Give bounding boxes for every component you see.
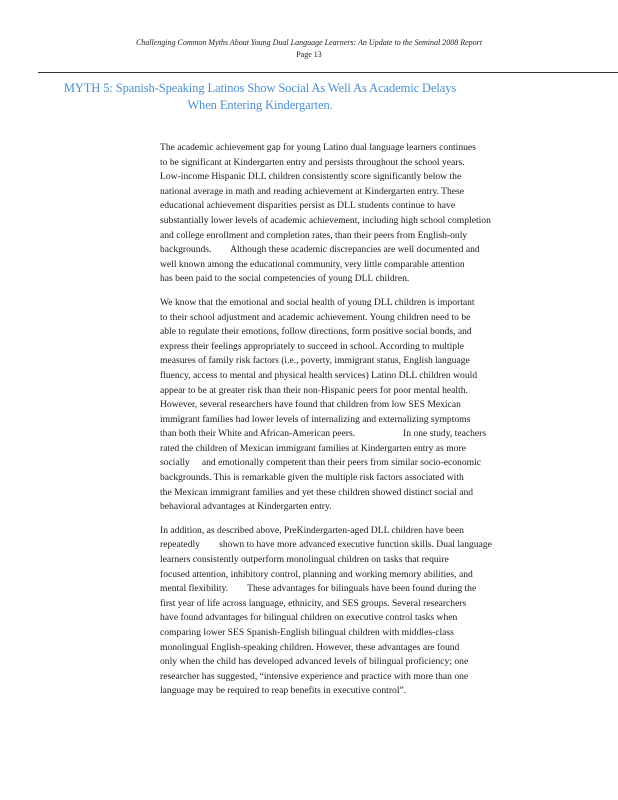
paragraph-2-line: backgrounds. This is remarkable given the multiple risk factors associated with (160, 472, 464, 484)
paragraph-2-line: to their school adjustment and academic achievement. Young children need to be (160, 311, 471, 323)
paragraph-2-line: able to regulate their emotions, follow directions, form positive social bonds, and (160, 326, 472, 338)
paragraph-1-line: well known among the educational community, very little comparable attention (160, 258, 465, 270)
paragraph-2-line: behavioral advantages at Kindergarten entry. (160, 501, 332, 513)
paragraph-2-line: measures of family risk factors (i.e., poverty, immigrant status, English language (160, 355, 470, 367)
paragraph-gap (160, 515, 510, 524)
paragraph-3-line: only when the child has developed advanced levels of bilingual proficiency; one (160, 656, 469, 668)
section-title-line-2: When Entering Kindergarten. (187, 98, 333, 112)
header-divider (38, 72, 618, 73)
paragraph-3-line: learners consistently outperform monolingual children on tasks that require (160, 554, 449, 566)
paragraph-2-line: rated the children of Mexican immigrant families at Kindergarten entry as more (160, 442, 466, 454)
paragraph-1-line: backgrounds. Although these academic discrepancies are well documented and (160, 244, 480, 256)
paragraph-2-line: than both their White and African-American peers. In one study, teachers (160, 428, 487, 440)
paragraph-3-line: language may be required to reap benefits in executive control”. (160, 685, 407, 697)
paragraph-1-line: educational achievement disparities persist as DLL students continue to have (160, 200, 456, 212)
paragraph-2-line: However, several researchers have found that children from low SES Mexican (160, 399, 461, 411)
paragraph-1-line: to be significant at Kindergarten entry and persists throughout the school years. (160, 156, 465, 168)
paragraph-2-line: express their feelings appropriately to succeed in school. According to multiple (160, 340, 464, 352)
paragraph-3-line: focused attention, inhibitory control, planning and working memory abilities, and (160, 568, 473, 580)
paragraph-3-line: comparing lower SES Spanish-English bilingual children with middles-class (160, 627, 454, 638)
paragraph-3-line: mental flexibility. These advantages for bilinguals have been found during the (160, 583, 477, 595)
paragraph-2-line: socially and emotionally competent than their peers from similar socio-economic (160, 457, 482, 469)
paragraph-2-line: fluency, access to mental and physical health services) Latino DLL children would (160, 369, 478, 381)
paragraph-3-line: researcher has suggested, “intensive experience and practice with more than one (160, 670, 469, 682)
paragraph-1-line: has been paid to the social competencies of young DLL children. (160, 273, 410, 285)
paragraph-2-line: immigrant families had lower levels of internalizing and externalizing symptoms (160, 413, 471, 425)
paragraph-3-line: repeatedly shown to have more advanced executive function skills. Dual language (160, 539, 492, 551)
body-text (160, 141, 510, 699)
paragraph-3-line: first year of life across language, ethnicity, and SES groups. Several researchers (160, 597, 467, 609)
paragraph-3-line: monolingual English-speaking children. However, these advantages are found (160, 641, 460, 653)
running-header-title: Challenging Common Myths About Young Dual Language Learners: An Update to the Seminal 2008 Report (135, 38, 483, 47)
paragraph-3-line: In addition, as described above, PreKindergarten-aged DLL children have been (160, 524, 464, 536)
paragraph-2-line: the Mexican immigrant families and yet these children showed distinct social and (160, 486, 474, 498)
page-number: Page 13 (296, 50, 322, 59)
paragraph-1-line: Low-income Hispanic DLL children consistently score significantly below the (160, 171, 462, 183)
paragraph-gap (160, 287, 510, 296)
paragraph-1-line: and college enrollment and completion rates, than their peers from English-only (160, 229, 468, 241)
paragraph-1-line: The academic achievement gap for young Latino dual language learners continues (160, 142, 476, 153)
section-title (40, 80, 480, 114)
paragraph-1-line: national average in math and reading achievement at Kindergarten entry. These (160, 185, 465, 197)
paragraph-2-line: We know that the emotional and social health of young DLL children is important (160, 296, 475, 308)
paragraph-2-line: appear to be at greater risk than their non-Hispanic peers for poor mental health. (160, 384, 468, 396)
paragraph-3-line: have found advantages for bilingual children on executive control tasks when (160, 612, 458, 624)
paragraph-1-line: substantially lower levels of academic achievement, including high school completion (160, 214, 491, 226)
section-title-line-1: MYTH 5: Spanish-Speaking Latinos Show Social As Well As Academic Delays (63, 81, 457, 95)
